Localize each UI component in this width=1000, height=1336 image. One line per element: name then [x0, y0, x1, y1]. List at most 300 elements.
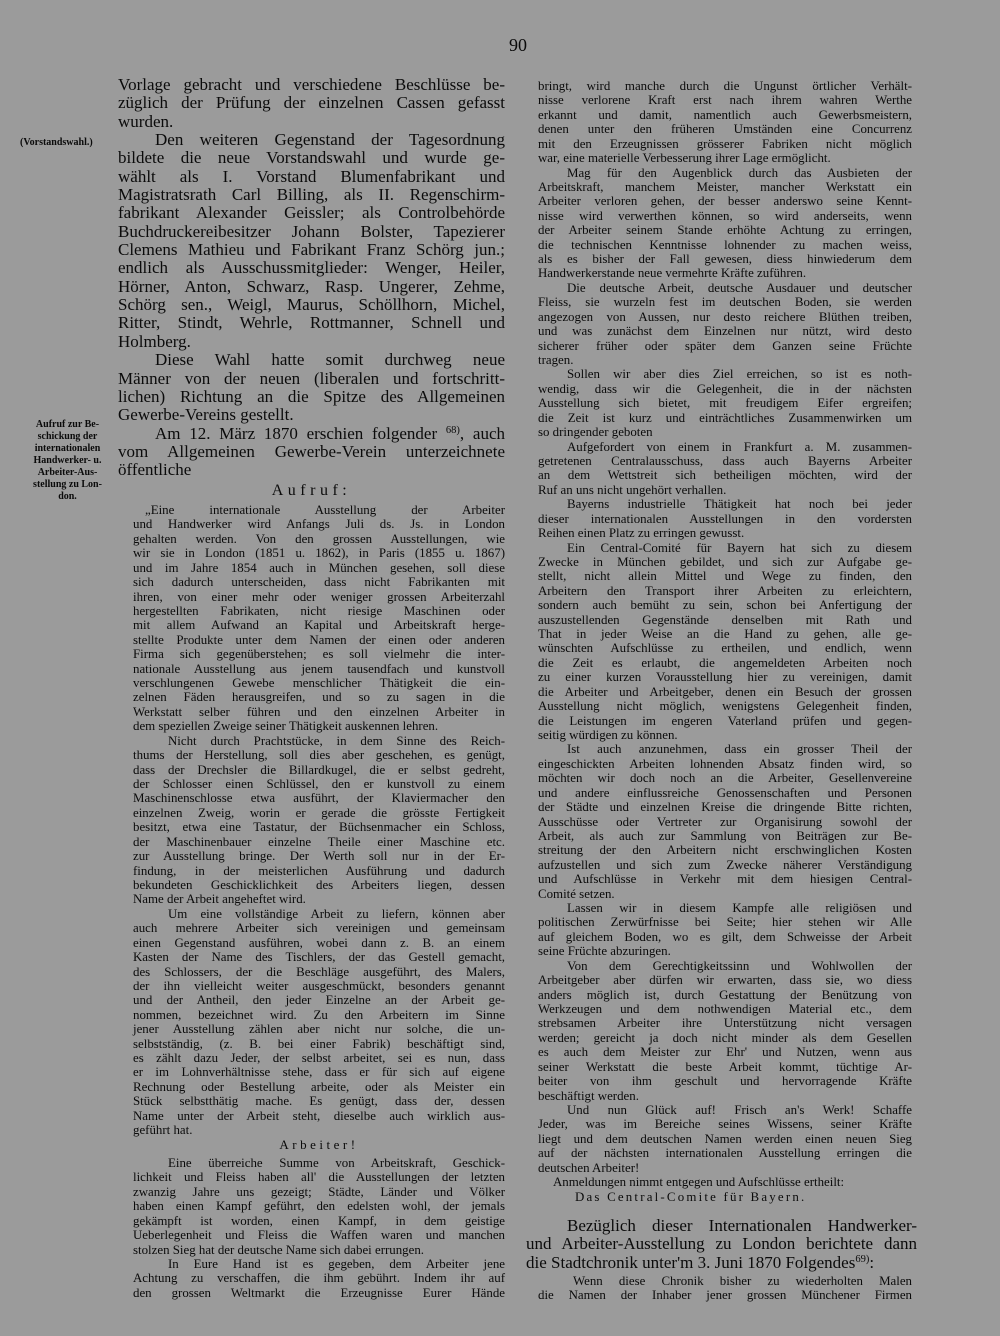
text-line: [133, 820, 505, 834]
text-line: [538, 815, 912, 829]
text-line: [538, 324, 912, 338]
text-line-content: sicherer früher oder später dem Ganzen seine Früchte: [538, 338, 912, 353]
text-line: [538, 1288, 912, 1302]
text-line: [118, 131, 505, 149]
text-line: [133, 1094, 505, 1108]
text-line-content: denen unter den früheren Umständen eine Concurrenz: [538, 122, 912, 137]
text-line: [118, 76, 505, 94]
text-line-content: Werkzeugen und dem nothwendigen Material etc., dem: [538, 1002, 912, 1016]
text-line: [538, 122, 912, 136]
text-line-content: einzelnen Zweig, worin er gerade die grösste Fertigkeit: [133, 805, 505, 820]
text-line-content: auf gleichem Boden, wo es gilt, dem Schweisse der Arbeit: [538, 929, 912, 944]
paragraph: [118, 425, 505, 480]
paragraph: [538, 281, 912, 368]
text-line-content: Buchdruckereibesitzer Johann Bolster, Tapezierer: [118, 221, 505, 241]
text-line: [538, 1274, 912, 1288]
text-line-content: Name unter der Arbeit steht, dieselbe auch wirklich aus-: [133, 1108, 505, 1123]
text-line: [133, 1123, 505, 1137]
text-line: [118, 443, 505, 461]
text-line-content: [526, 1254, 874, 1273]
paragraph: [526, 1217, 917, 1272]
text-line: [538, 223, 912, 237]
text-line-content: und andere einflussreiche Genossenschaften und Personen: [538, 785, 912, 800]
text-line-content: hergestellten Fabrikaten, nicht riesige Maschinen oder: [133, 603, 505, 618]
text-line: [538, 512, 912, 526]
text-segment: , auch: [459, 423, 506, 443]
text-line: [133, 936, 505, 950]
text-line: [118, 370, 505, 388]
text-line: [538, 497, 912, 511]
paragraph: [538, 440, 912, 498]
text-line: [538, 137, 912, 151]
aufruf-heading: Aufruf:: [271, 482, 352, 499]
text-line: [133, 1051, 505, 1065]
text-line: [526, 1254, 917, 1272]
text-line-content: Lassen wir in diesem Kampfe alle religiösen und: [567, 901, 912, 916]
text-line-content: aufzustellen und sich zum Zwecke näherer Verständigung: [538, 857, 912, 872]
text-line-content: wünschten Aufschlüsse zu ertheilen, und endlich, wenn: [538, 641, 912, 656]
text-line-content: die Zeit ist kurz und einträchtliches Zusammenwirken um: [538, 410, 912, 425]
text-line-content: und im Jahre 1854 auch in München gesehen, soll diese: [133, 560, 505, 575]
text-line: [133, 1008, 505, 1022]
text-line-content: bildete die neue Vorstandswahl und wurde ge-: [118, 148, 505, 168]
text-line-content: Name der Arbeit angeheftet wird.: [133, 892, 306, 907]
text-line: [118, 94, 505, 112]
text-line-content: Stück selbstthätig mache. Es genügt, dass der, dessen: [133, 1094, 505, 1109]
text-line-content: und Handwerker wird Anfangs Juli ds. Js. in London: [133, 517, 505, 532]
text-line: [538, 1146, 912, 1160]
margin-note-line: Arbeiter-Aus-: [37, 467, 98, 478]
text-line: [538, 887, 912, 901]
text-line: [133, 748, 505, 762]
text-line: [538, 742, 912, 756]
text-line: [538, 1175, 912, 1189]
text-line: [538, 1002, 912, 1016]
text-line: [538, 1103, 912, 1117]
text-line: [538, 1132, 912, 1146]
text-line-content: Mag für den Augenblick durch das Ausbieten der: [567, 165, 912, 180]
text-line-content: stolzen Sieg hat der deutsche Name sich dabei errungen.: [133, 1242, 425, 1257]
paragraph: [538, 742, 912, 901]
text-line: [118, 168, 505, 186]
text-line-content: Arbeit, als auch zur Sammlung von Beiträgen zur Be-: [538, 828, 912, 843]
text-line-content: anders möglich ist, durch Gestattung der Benützung von: [538, 987, 912, 1002]
text-line-content: streitung der den Arbeitern nicht erschwinglichen Kosten: [538, 843, 912, 858]
chronik-intro-text: [526, 1217, 917, 1272]
text-line: [538, 569, 912, 583]
text-line: [538, 93, 912, 107]
text-line: [133, 1037, 505, 1051]
footnote-reference: 69): [855, 1253, 870, 1265]
text-line: [118, 149, 505, 167]
text-line: [133, 1243, 505, 1257]
intro-text: [118, 76, 505, 480]
text-line: [538, 699, 912, 713]
text-line: [538, 915, 912, 929]
text-line-content: die Namen der Inhaber jener grossen Münchener Firmen: [538, 1288, 912, 1303]
text-line-content: an dem Wettstreit sich betheiligen möchten, wird der: [538, 468, 912, 483]
text-line-content: zu einer kurzen Vorausstellung hier zu vereinigen, damit: [538, 670, 912, 685]
text-line-content: der Städte und einzelnen Kreise die dringende Bitte richten,: [538, 800, 912, 815]
text-line-content: dieser internationalen Ausstellungen in den vordersten: [538, 511, 912, 526]
text-line: [133, 907, 505, 921]
text-line: [538, 973, 912, 987]
text-line: [538, 757, 912, 771]
text-line: [133, 921, 505, 935]
text-line-content: es auch dem Meister zur Ehr' und Nutzen, wenn aus: [538, 1045, 912, 1060]
text-line-content: er im Lohnverhältnisse stehe, dass er für sich auf eigene: [133, 1065, 505, 1080]
text-line-content: „Eine internationale Ausstellung der Arbeiter: [145, 503, 505, 517]
paragraph: [133, 1257, 505, 1300]
text-line-content: zwanzig Jahre uns gezeigt; Städte, Länder und Völker: [133, 1184, 505, 1199]
text-line: [538, 108, 912, 122]
text-line-content: Die deutsche Arbeit, deutsche Ausdauer und deutscher: [567, 280, 912, 295]
text-line: [133, 633, 505, 647]
text-line: [538, 670, 912, 684]
text-line: [133, 993, 505, 1007]
text-line-content: Arbeiter verloren gehen, der besser anderswo seine Kennt-: [538, 194, 912, 209]
text-line: [538, 843, 912, 857]
text-line-content: Ritter, Stindt, Wehrle, Rottmanner, Schnell und: [118, 313, 505, 333]
text-line: [133, 892, 505, 906]
text-line-content: vom Allgemeinen Gewerbe-Verein unterzeichnete: [118, 441, 505, 461]
text-line-content: eingeschickten Arbeiten lohnenden Absatz finden wird, so: [538, 756, 912, 771]
text-line: [133, 1257, 505, 1271]
text-line-content: Anmeldungen nimmt entgegen und Aufschlüsse ertheilt:: [553, 1175, 845, 1190]
text-line-content: Ueberlegenheit und Fleiss die Waffen waren und manchen: [133, 1228, 505, 1243]
paragraph: [118, 76, 505, 131]
text-line: [538, 656, 912, 670]
text-line-content: den grossen Weltmarkt die Erzeugnisse Eurer Hände: [133, 1285, 505, 1300]
text-line: [538, 541, 912, 555]
text-line: [133, 950, 505, 964]
text-line-content: beschäftigt werden.: [538, 1088, 639, 1103]
text-line: [538, 454, 912, 468]
text-line-content: und Aufschlüsse in Verkehr mit dem hiesigen Central-: [538, 872, 912, 887]
paragraph: [538, 79, 912, 166]
text-line: [133, 1065, 505, 1079]
text-line: [118, 259, 505, 277]
text-line-content: bekundeten Geschicklichkeit des Arbeiters liegen, dessen: [133, 877, 505, 892]
text-line-content: und Arbeiter-Ausstellung zu London berichtete dann: [526, 1234, 917, 1254]
page-number: 90: [509, 35, 527, 55]
text-line: [118, 351, 505, 369]
text-line-content: gehalten werden. Von den grossen Ausstellungen, wie: [133, 531, 505, 546]
text-line: [133, 618, 505, 632]
text-line-content: Aufgefordert von einem in Frankfurt a. M. zusammen-: [567, 439, 912, 454]
text-line-content: nommen, bezeichnet wird. Zu den Arbeitern im Sinne: [133, 1007, 505, 1022]
text-line: [538, 194, 912, 208]
text-line-content: Diese Wahl hatte somit durchweg neue: [155, 350, 505, 370]
text-line: [133, 604, 505, 618]
text-line-content: der Maschinenbauer einzelne Theile einer Maschine etc.: [133, 834, 505, 849]
margin-note-line: Aufruf zur Be-: [35, 419, 100, 430]
text-line: [538, 1060, 912, 1074]
text-line: [538, 266, 912, 280]
text-line-content: auch mehrere Arbeiter sich vereinigen und gemeinsam: [133, 921, 505, 936]
text-line: [133, 849, 505, 863]
text-line-content: Werkstatt selber führen und den einzelnen Arbeiter in: [133, 704, 505, 719]
text-line-content: Sollen wir aber dies Ziel erreichen, so ist es noth-: [567, 367, 912, 382]
text-line-content: Holmberg.: [118, 331, 191, 351]
text-line-content: Eine überreiche Summe von Arbeitskraft, Geschick-: [168, 1156, 505, 1170]
text-line-content: des Schlossers, der die Beschläge ausgeführt, des Malers,: [133, 964, 505, 979]
text-line-content: der ihn vielleicht weiter ausgeschmückt, besonders genannt: [133, 978, 505, 993]
text-line: [538, 901, 912, 915]
text-line: [118, 461, 505, 479]
paragraph: [118, 351, 505, 424]
text-line-content: einen Gegenstand ausführen, wobei dann z. B. an einem: [133, 935, 505, 950]
text-line: [133, 806, 505, 820]
text-line-content: Maschinenschlosse etwa ausführt, der Klaviermacher den: [133, 791, 505, 806]
text-line: [538, 944, 912, 958]
text-line-content: besitzt, etwa eine Tastatur, der Büchsenmacher ein Schloss,: [133, 820, 505, 835]
text-line: [133, 1022, 505, 1036]
text-line: [538, 209, 912, 223]
margin-note-line: (Vorstandswahl.): [20, 137, 93, 148]
text-line-content: verschlungenen Gewebe menschlicher Thätigkeit die ein-: [133, 676, 505, 691]
text-line: [133, 1271, 505, 1285]
text-line: [538, 310, 912, 324]
text-line-content: beiter von ihm geschult und hervorragende Kräfte: [538, 1074, 912, 1089]
text-segment: die Stadtchronik unter'm 3. Juni 1870 Folgendes: [526, 1252, 856, 1272]
text-line-content: Wenn diese Chronik bisher zu wiederholten Malen: [573, 1274, 912, 1288]
text-line: [538, 339, 912, 353]
text-line-content: und der Antheil, den jeder Einzelne an der Arbeit ge-: [133, 993, 505, 1008]
text-line: [538, 440, 912, 454]
text-line-content: fabrikant Alexander Geissler; als Controlbehörde: [118, 203, 505, 223]
text-line: [538, 411, 912, 425]
text-line: [538, 872, 912, 886]
text-line: [526, 1217, 917, 1235]
text-line: [133, 1214, 505, 1228]
text-line: [133, 763, 505, 777]
text-line: [538, 396, 912, 410]
text-line: [526, 1235, 917, 1253]
text-line-content: öffentliche: [118, 460, 192, 480]
text-line-content: deutschen Arbeiter!: [538, 1160, 640, 1175]
text-line: [538, 641, 912, 655]
text-line-content: Jeder, was im Bereiche seines Wissens, seiner Kräfte: [538, 1117, 912, 1132]
text-line: [538, 988, 912, 1002]
text-line: [133, 1286, 505, 1300]
text-line-content: bringt, wird manche durch die Ungunst örtlicher Verhält-: [538, 79, 912, 93]
text-line-content: war, eine materielle Verbesserung ihrer Lage ermöglicht.: [538, 151, 831, 166]
text-line-content: Bezüglich dieser Internationalen Handwerker-: [567, 1216, 917, 1235]
text-line: [538, 425, 912, 439]
text-line: [133, 1199, 505, 1213]
text-line-content: Männer von der neuen (liberalen und fortschritt-: [118, 368, 505, 388]
text-line: [133, 791, 505, 805]
text-line: [538, 771, 912, 785]
text-line-content: Hörner, Anton, Schwarz, Rasp. Ungerer, Zehme,: [118, 276, 505, 296]
text-line: [538, 252, 912, 266]
text-line: [538, 526, 912, 540]
text-line-content: Gewerbe-Vereins gestellt.: [118, 405, 294, 425]
paragraph: [538, 166, 912, 281]
text-line-content: werden; gereicht ja doch nicht minder als dem Gesellen: [538, 1030, 912, 1045]
text-line: [133, 561, 505, 575]
paragraph: [133, 907, 505, 1138]
text-line: [538, 238, 912, 252]
aufruf-text: [133, 503, 505, 1138]
text-line: [133, 1228, 505, 1242]
text-line: [133, 835, 505, 849]
text-line: [133, 705, 505, 719]
text-line-content: der Schlosser einen Schlüssel, den er kunstvoll zu einem: [133, 777, 505, 792]
text-line: [118, 425, 505, 443]
text-line-content: züglich der Prüfung der einzelnen Cassen gefasst: [118, 93, 505, 113]
text-line: [133, 517, 505, 531]
text-line: [538, 367, 912, 381]
text-line-content: thums der Herstellung, soll dies aber geschehen, es genügt,: [133, 748, 505, 763]
text-line-content: Rechnung oder Bestellung arbeite, oder als Meister ein: [133, 1079, 505, 1094]
text-line-content: zur Ausstellung bringe. Der Werth soll nur in der Er-: [133, 849, 505, 864]
text-line-content: That in jeder Weise an die Hand zu gehen, alle ge-: [538, 627, 912, 642]
text-line-content: sich dadurch unterscheiden, dass nicht Fabrikanten mit: [133, 575, 505, 590]
signature-line: Das Central-Comite für Bayern.: [575, 1190, 807, 1204]
text-line-content: politischen Zerwürfnisse bei Seite; hier stehen wir Alle: [538, 915, 912, 930]
text-line: [538, 627, 912, 641]
text-line: [538, 829, 912, 843]
text-line-content: Firma sich gegenüberstehen; es soll vielmehr die inter-: [133, 647, 505, 662]
text-line: [133, 979, 505, 993]
text-line: [118, 113, 505, 131]
text-line: [538, 180, 912, 194]
text-line-content: Vorlage gebracht und verschiedene Beschlüsse be-: [118, 75, 505, 94]
text-line-content: dass der Drechsler die Billardkugel, die er selbst gedreht,: [133, 762, 505, 777]
paragraph: [538, 1175, 912, 1189]
text-line-content: Ein Central-Comité für Bayern hat sich zu diesem: [567, 540, 912, 555]
text-line-content: selbstständig, (z. B. bei einer Fabrik) beschäftigt sind,: [133, 1036, 505, 1051]
text-line-content: Ruf an uns nicht ungehört verhallen.: [538, 482, 727, 497]
text-line: [538, 555, 912, 569]
text-line-content: Magistratsrath Carl Billing, als II. Regenschirm-: [118, 185, 505, 205]
text-line-content: die Zeit es erlaubt, die angemeldeten Arbeiten noch: [538, 655, 912, 670]
text-line-content: Arbeitgeber aber dürfen wir erwarten, dass sie, wo diess: [538, 973, 912, 988]
text-line: [133, 532, 505, 546]
text-line-content: geführt hat.: [133, 1123, 193, 1138]
text-line: [133, 1109, 505, 1123]
text-line-content: getretenen Centralausschuss, dass auch Bayerns Arbeiter: [538, 453, 912, 468]
text-line-content: Handwerkerstande neue vermehrte Kräfte zuführen.: [538, 266, 807, 281]
text-segment: :: [869, 1252, 875, 1272]
text-line: [133, 676, 505, 690]
chronik-quote-text: [538, 1274, 912, 1303]
text-line: [133, 864, 505, 878]
arbeiter-text: [133, 1156, 505, 1300]
text-line-content: nationale Ausstellung aus jenem tausendfach und kunstvoll: [133, 661, 505, 676]
text-line: [133, 1170, 505, 1184]
text-line-content: die technischen Kenntnisse lohnender zu machen weiss,: [538, 237, 912, 252]
text-line: [118, 406, 505, 424]
text-line: [538, 959, 912, 973]
text-line: [118, 314, 505, 332]
text-line: [538, 786, 912, 800]
text-line: [538, 468, 912, 482]
text-line: [133, 590, 505, 604]
text-line-content: angezogen von Aussen, nur desto reichere Blüthen treiben,: [538, 309, 912, 324]
text-line: [118, 186, 505, 204]
text-line-content: mit allem Aufwand an Kapital und Arbeitskraft herge-: [133, 618, 505, 633]
text-line-content: Und nun Glück auf! Frisch an's Werk! Schaffe: [567, 1102, 912, 1117]
text-line-content: zelnen Fäden herausgreifen, und so zu sagen in die: [133, 690, 505, 705]
paragraph: [538, 497, 912, 540]
paragraph: [118, 131, 505, 351]
margin-note-line: internationalen: [34, 443, 101, 454]
text-line-content: Kasten der Name des Tischlers, der das Gestell gemacht,: [133, 950, 505, 965]
margin-note-line: stellung zu Lon-: [33, 479, 102, 490]
text-line-content: mit den Erzeugnissen grösserer Fabriken nicht möglich: [538, 136, 912, 151]
margin-note-line: schickung der: [37, 431, 98, 442]
text-line-content: nisse verlorene Kraft erst nach ihrem wahren Werthe: [538, 93, 912, 108]
text-line-content: Ausstellung nicht möglich, wenigstens Gelegenheit finden,: [538, 699, 912, 714]
arbeiter-heading: Arbeiter!: [279, 1137, 359, 1152]
text-line: [538, 598, 912, 612]
text-line-content: lichen) Richtung an die Spitze des Allgemeinen: [118, 386, 505, 406]
text-line: [118, 223, 505, 241]
margin-note-aufruf: [20, 419, 115, 503]
text-line-content: jener Ausstellung zählen aber nicht nur solche, die un-: [133, 1022, 505, 1037]
text-line: [133, 719, 505, 733]
text-line: [133, 503, 505, 517]
text-line: [538, 166, 912, 180]
footnote-reference: 68): [445, 424, 460, 436]
paragraph: [538, 1274, 912, 1303]
text-line: [538, 281, 912, 295]
text-line: [538, 382, 912, 396]
text-line-content: Den weiteren Gegenstand der Tagesordnung: [155, 130, 505, 150]
text-line: [133, 1156, 505, 1170]
text-line: [538, 151, 912, 165]
text-line-content: Arbeitskraft, manchem Meister, mancher Werkstatt ein: [538, 179, 912, 194]
text-line-content: möchten wir doch noch an die Arbeiter, Gesellenvereine: [538, 771, 912, 786]
text-line-content: nisse wird verwerthen können, so wird anderseits, wenn: [538, 208, 912, 223]
text-line-content: tragen.: [538, 353, 574, 368]
text-line: [133, 965, 505, 979]
text-line: [538, 1074, 912, 1088]
text-line-content: [155, 425, 505, 443]
paragraph: [133, 1156, 505, 1257]
text-line: [538, 584, 912, 598]
text-line-content: ihren, von einer mehr oder weniger grossen Arbeiterzahl: [133, 589, 505, 604]
text-line: [538, 728, 912, 742]
text-line-content: die Arbeiter und Arbeitgeber, denen ein Besuch der grossen: [538, 684, 912, 699]
text-line-content: Um eine vollständige Arbeit zu liefern, können aber: [168, 906, 505, 921]
text-line-content: wir sie in London (1851 u. 1862), in Paris (1855 u. 1867): [133, 546, 505, 561]
text-line-content: Ausschüsse oder Vertreter zur Organisirung sowohl der: [538, 814, 912, 829]
text-line: [133, 734, 505, 748]
text-line: [133, 777, 505, 791]
text-line: [538, 858, 912, 872]
aufruf-continued-text: [538, 79, 912, 1189]
text-line: [538, 295, 912, 309]
text-line-content: Achtung zu verschaffen, die ihm gebührt. Indem ihr auf: [133, 1271, 505, 1286]
text-line-content: Bayerns industrielle Thätigkeit hat noch bei jeder: [567, 497, 912, 512]
text-segment: Am 12. März 1870 erschien folgender: [155, 423, 446, 443]
text-line: [538, 1161, 912, 1175]
paragraph: [538, 959, 912, 1103]
paragraph: [538, 901, 912, 959]
text-line-content: Reihen einen Platz zu erringen gewusst.: [538, 526, 745, 541]
text-line: [538, 1016, 912, 1030]
text-line-content: wählt als I. Vorstand Blumenfabrikant und: [118, 166, 505, 186]
text-line-content: erkannt und damit, namentlich auch Gewerbsmeistern,: [538, 107, 912, 122]
text-line-content: es zählt dazu Jeder, der selbst arbeitet, sei es nun, dass: [133, 1051, 505, 1066]
text-line-content: Ausstellung sich bietet, mit freudigem Eifer ergreifen;: [538, 396, 912, 411]
text-line-content: Ist auch anzunehmen, dass ein grosser Theil der: [567, 742, 912, 757]
text-line-content: Fleiss, sie wurzeln fest im deutschen Boden, sie werden: [538, 295, 912, 310]
